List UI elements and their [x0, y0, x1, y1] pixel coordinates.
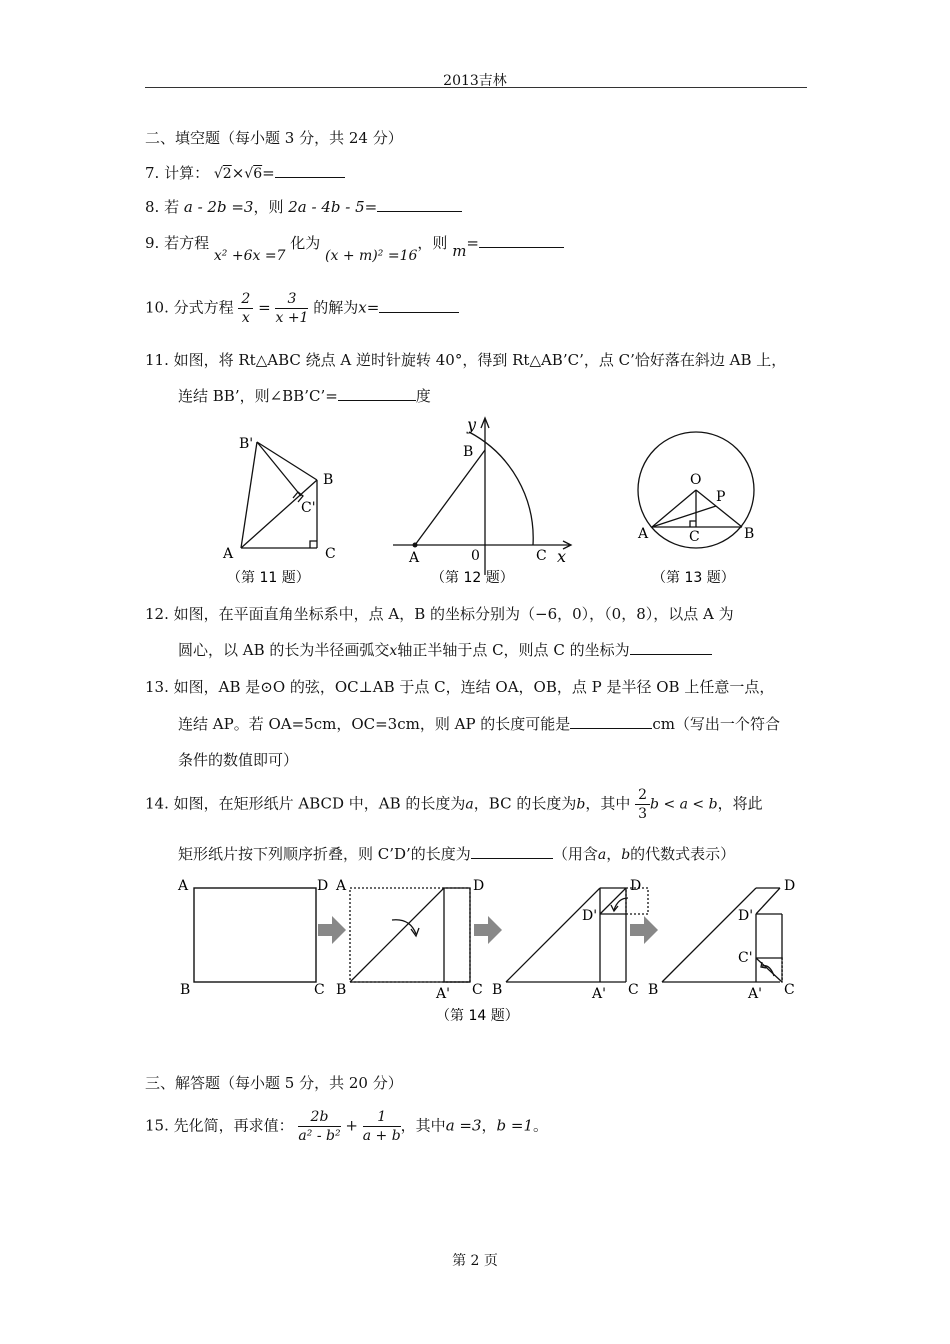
question-9: 9. 若方程 x² +6x =7 化为 (x + m)² =16，则 m=	[145, 232, 564, 253]
p2-label-B: B	[336, 982, 347, 998]
fraction: $\frac{1}{a + b}$	[362, 1109, 401, 1144]
p2-label-C: C	[472, 982, 483, 998]
fraction: $\frac{2}{x}$	[238, 290, 253, 327]
axis-label-y: y	[467, 415, 477, 434]
p3-label-D-prime: D'	[582, 908, 598, 924]
figure-12-caption: （第 12 题）	[431, 570, 514, 586]
figure-13-caption: （第 13 题）	[652, 570, 735, 586]
p3-label-C: C	[628, 982, 639, 998]
p1-label-C: C	[314, 982, 325, 998]
question-7: 7. 计算： √2×√6=	[145, 162, 345, 183]
p2-label-D: D	[473, 878, 485, 894]
question-11-line-1: 11. 如图，将 Rt△ABC 绕点 A 逆时针旋转 40°，得到 Rt△AB’C’，点 C’恰好落在斜边 AB 上，	[145, 351, 787, 369]
p4-label-C: C	[784, 982, 795, 998]
p3-label-B: B	[492, 982, 503, 998]
arrow-icon	[474, 916, 502, 944]
question-12-line-1: 12. 如图，在平面直角坐标系中，点 A，B 的坐标分别为（−6，0），（0，8），以点 A 为	[145, 605, 734, 623]
fraction: $\frac{2}{3}$	[635, 786, 650, 823]
label-C-prime: C'	[301, 500, 316, 516]
section-2-title: 二、填空题（每小题 3 分，共 24 分）	[145, 129, 403, 147]
answer-blank[interactable]	[630, 640, 712, 655]
label-B: B	[463, 444, 474, 460]
figure-14-caption: （第 14 题）	[436, 1008, 519, 1024]
question-13-line-3: 条件的数值即可）	[178, 751, 299, 769]
axis-label-x: x	[557, 547, 567, 566]
label-A: A	[409, 550, 420, 566]
figure-12	[385, 410, 585, 590]
label-origin: 0	[471, 548, 480, 564]
label-O: O	[690, 472, 702, 488]
arrow-icon	[630, 916, 658, 944]
arrow-icon	[318, 916, 346, 944]
question-10: 10. 分式方程 $\frac{2}{x}$ = $\frac{3}{x +1}$ 的解为x=	[145, 290, 459, 327]
p4-label-B: B	[648, 982, 659, 998]
figure-11	[215, 420, 355, 590]
page-header: 2013吉林	[443, 73, 507, 89]
p2-label-A-prime: A'	[436, 986, 450, 1002]
p4-label-A-prime: A'	[748, 986, 762, 1002]
question-12-line-2: 圆心，以 AB 的长为半径画弧交x轴正半轴于点 C，则点 C 的坐标为	[178, 639, 712, 660]
point-A	[413, 543, 418, 548]
label-C: C	[689, 529, 700, 545]
answer-blank[interactable]	[471, 844, 553, 859]
label-B-prime: B'	[239, 436, 254, 452]
label-A: A	[223, 546, 234, 562]
question-8: 8. 若 a - 2b =3，则 2a - 4b - 5=	[145, 196, 462, 217]
question-14-line-2: 矩形纸片按下列顺序折叠，则 C’D’的长度为 （用含a，b的代数式表示）	[178, 845, 736, 863]
p1-label-A: A	[178, 878, 189, 894]
answer-blank[interactable]	[275, 163, 345, 178]
label-A: A	[638, 526, 649, 542]
figure-11-caption: （第 11 题）	[227, 570, 310, 586]
answer-blank[interactable]	[479, 233, 564, 248]
fraction: $\frac{3}{x +1}$	[275, 291, 309, 326]
p3-label-D: D	[630, 878, 642, 894]
p3-label-A-prime: A'	[592, 986, 606, 1002]
fraction: $\frac{2b}{\text{a² - b²}}$	[298, 1109, 341, 1144]
answer-blank[interactable]	[338, 386, 416, 401]
question-11-line-2: 连结 BB’，则∠BB’C’= 度	[178, 387, 431, 405]
p1-label-B: B	[180, 982, 191, 998]
question-13-line-2: 连结 AP。若 OA=5cm，OC=3cm，则 AP 的长度可能是 cm（写出一个符合	[178, 715, 780, 733]
answer-blank[interactable]	[379, 298, 459, 313]
label-P: P	[716, 489, 726, 505]
answer-blank[interactable]	[377, 197, 462, 212]
label-B: B	[744, 526, 755, 542]
p4-label-C-prime: C'	[738, 950, 753, 966]
question-15: 15. 先化简，再求值： $\frac{2b}{\text{a² - b²}}$ + $\frac{1}{a + b}$ ，其中a =3，b =1。	[145, 1109, 549, 1144]
figure-13	[630, 425, 770, 590]
section-3-title: 三、解答题（每小题 5 分，共 20 分）	[145, 1074, 403, 1092]
page-number: 第 2 页	[452, 1253, 498, 1269]
p2-label-A: A	[336, 878, 347, 894]
figure-14	[170, 872, 820, 1032]
label-C: C	[325, 546, 336, 562]
p1-label-D: D	[317, 878, 329, 894]
label-B: B	[323, 472, 334, 488]
header-rule	[145, 87, 807, 88]
answer-blank[interactable]	[570, 714, 652, 729]
question-13-line-1: 13. 如图，AB 是⊙O 的弦，OC⊥AB 于点 C，连结 OA，OB，点 P 是半径 OB 上任意一点，	[145, 678, 775, 696]
p4-label-D: D	[784, 878, 796, 894]
question-14-line-1: 14. 如图，在矩形纸片 ABCD 中，AB 的长度为a，BC 的长度为b，其中 $\frac{2}{3}$ b < a < b，将此	[145, 787, 763, 822]
label-C: C	[536, 548, 547, 564]
p4-label-D-prime: D'	[738, 908, 754, 924]
